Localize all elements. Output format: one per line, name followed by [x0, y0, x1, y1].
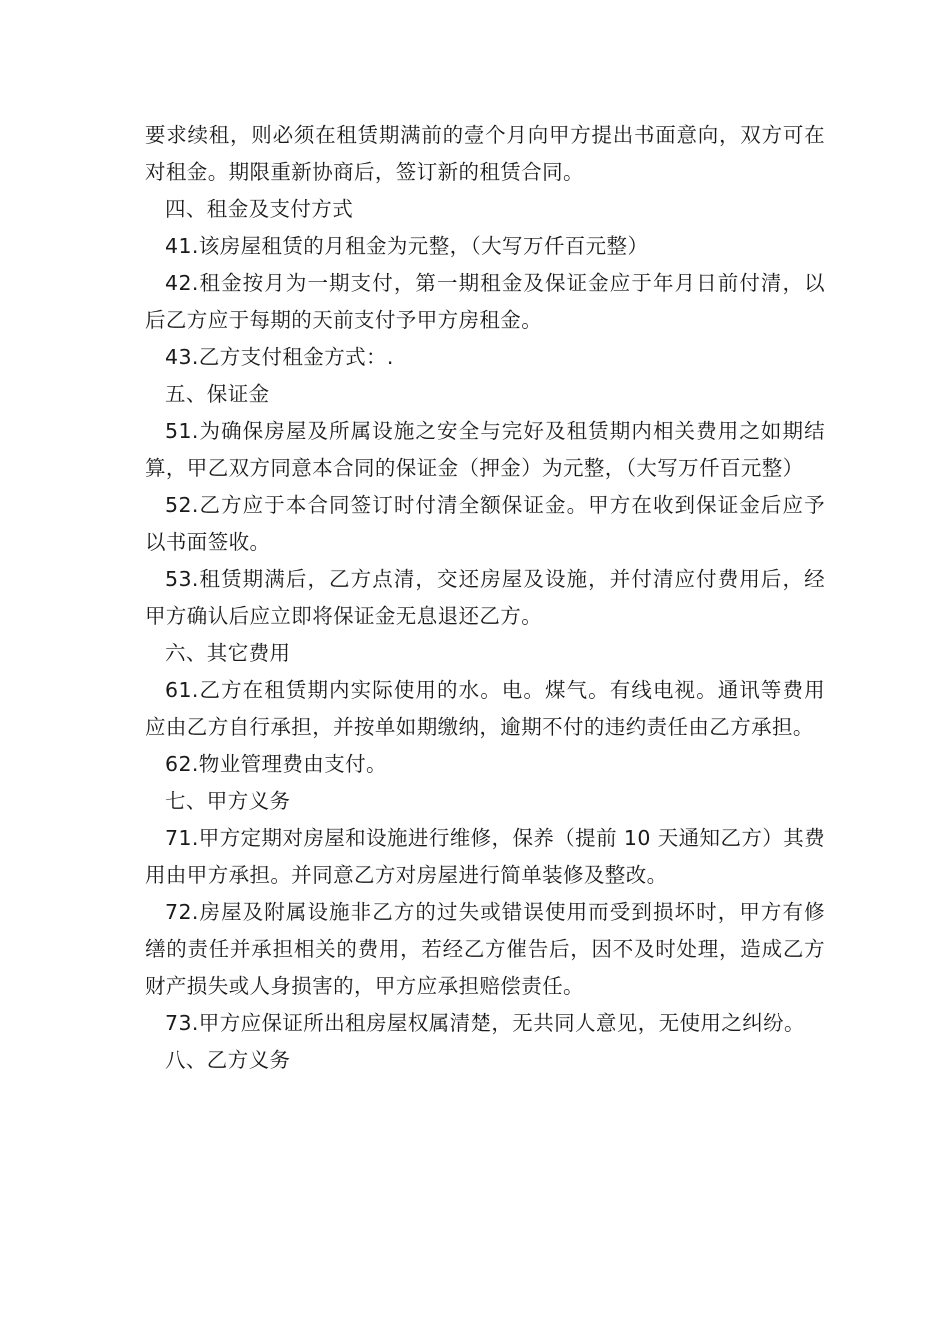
- clause-5-2: 52.乙方应于本合同签订时付清全额保证金。甲方在收到保证金后应予以书面签收。: [145, 493, 825, 554]
- section-heading-party-a-obligations: 七、甲方义务: [165, 789, 291, 813]
- clause-7-1: 71.甲方定期对房屋和设施进行维修，保养（提前 10 天通知乙方）其费用由甲方承担。并同意乙方对房屋进行简单装修及整改。: [145, 826, 825, 887]
- clause-4-1: 41.该房屋租赁的月租金为元整，（大写万仟百元整）: [165, 234, 649, 258]
- clause-5-3: 53.租赁期满后，乙方点清，交还房屋及设施，并付清应付费用后，经甲方确认后应立即将保证金无息退还乙方。: [145, 567, 825, 628]
- section-heading-rent-payment: 四、租金及支付方式: [165, 197, 354, 221]
- clause-4-2: 42.租金按月为一期支付，第一期租金及保证金应于年月日前付清，以后乙方应于每期的天前支付予甲方房租金。: [145, 271, 825, 332]
- clause-5-1: 51.为确保房屋及所属设施之安全与完好及租赁期内相关费用之如期结算，甲乙双方同意本合同的保证金（押金）为元整，（大写万仟百元整）: [145, 419, 825, 480]
- clause-6-2: 62.物业管理费由支付。: [165, 752, 387, 776]
- document-body: [145, 117, 825, 1079]
- section-heading-other-fees: 六、其它费用: [165, 641, 291, 665]
- clause-7-2: 72.房屋及附属设施非乙方的过失或错误使用而受到损坏时，甲方有修缮的责任并承担相关的费用，若经乙方催告后，因不及时处理，造成乙方财产损失或人身损害的，甲方应承担赔偿责任。: [145, 900, 825, 998]
- clause-4-3: 43.乙方支付租金方式：.: [165, 345, 394, 369]
- section-heading-deposit: 五、保证金: [165, 382, 270, 406]
- clause-7-3: 73.甲方应保证所出租房屋权属清楚，无共同人意见，无使用之纠纷。: [165, 1011, 805, 1035]
- paragraph-continuation: 要求续租，则必须在租赁期满前的壹个月向甲方提出书面意向，双方可在对租金。期限重新协商后，签订新的租赁合同。: [145, 123, 825, 184]
- clause-6-1: 61.乙方在租赁期内实际使用的水。电。煤气。有线电视。通讯等费用应由乙方自行承担，并按单如期缴纳，逾期不付的违约责任由乙方承担。: [145, 678, 825, 739]
- section-heading-party-b-obligations: 八、乙方义务: [165, 1048, 291, 1072]
